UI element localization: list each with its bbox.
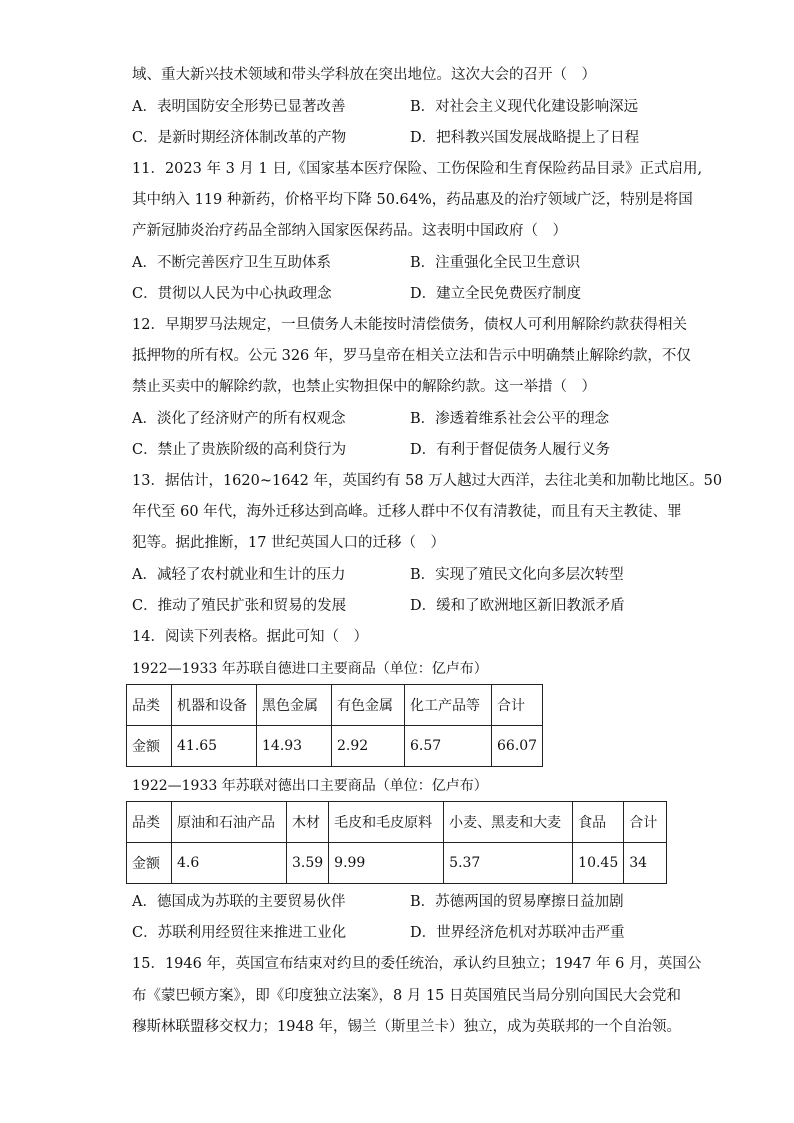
q14-option-a: A．德国成为苏联的主要贸易伙伴	[132, 894, 346, 910]
table-cell: 品类	[127, 802, 172, 843]
table-cell: 10.45	[573, 843, 624, 884]
table-cell: 66.07	[492, 726, 543, 767]
table2-caption: 1922—1933 年苏联对德出口主要商品（单位：亿卢布）	[132, 778, 488, 794]
table-cell: 木材	[287, 802, 329, 843]
table-cell: 9.99	[329, 843, 444, 884]
q11-stem-line-2: 其中纳入 119 种新药，价格平均下降 50.64%，药品惠及的治疗领域广泛，特别是将国	[132, 192, 693, 208]
q10-stem-line: 域、重大新兴技术领域和带头学科放在突出地位。这次大会的召开（ ）	[132, 67, 596, 83]
q11-stem-line-3: 产新冠肺炎治疗药品全部纳入国家医保药品。这表明中国政府（ ）	[132, 223, 567, 239]
table-cell: 品类	[127, 685, 172, 726]
table-cell: 金额	[127, 726, 172, 767]
table-cell: 5.37	[444, 843, 573, 884]
q11-stem-line-1: 11．2023 年 3 月 1 日,《国家基本医疗保险、工伤保险和生育保险药品目录》正式启用,	[132, 161, 703, 177]
table-row	[127, 843, 667, 884]
q13-option-d: D．缓和了欧洲地区新旧教派矛盾	[410, 598, 625, 614]
q14-option-b: B．苏德两国的贸易摩擦日益加剧	[410, 894, 624, 910]
table-cell: 合计	[624, 802, 667, 843]
import-table	[126, 684, 543, 767]
export-table	[126, 801, 667, 884]
table-cell: 合计	[492, 685, 543, 726]
q10-option-b: B．对社会主义现代化建设影响深远	[410, 99, 639, 115]
q12-option-b: B．渗透着维系社会公平的理念	[410, 411, 610, 427]
q11-option-a: A．不断完善医疗卫生互助体系	[132, 255, 331, 271]
q10-option-a: A．表明国防安全形势已显著改善	[132, 99, 346, 115]
q13-stem-line-1: 13．据估计，1620~1642 年，英国约有 58 万人越过大西洋，去往北美和加勒比地区。50	[132, 473, 723, 489]
table-cell: 小麦、黑麦和大麦	[444, 802, 573, 843]
q15-stem-line-3: 穆斯林联盟移交权力；1948 年，锡兰（斯里兰卡）独立，成为英联邦的一个自治领。	[132, 1019, 682, 1035]
q13-option-c: C．推动了殖民扩张和贸易的发展	[132, 598, 347, 614]
table-cell: 14.93	[257, 726, 332, 767]
q15-stem-line-2: 布《蒙巴顿方案》，即《印度独立法案》，8 月 15 日英国殖民当局分别向国民大会党和	[132, 988, 682, 1004]
table-cell: 金额	[127, 843, 172, 884]
q13-stem-line-3: 犯等。据此推断，17 世纪英国人口的迁移（ ）	[132, 535, 446, 551]
q12-stem-line-1: 12．早期罗马法规定，一旦债务人未能按时清偿债务，债权人可利用解除约款获得相关	[132, 317, 687, 333]
q12-stem-line-3: 禁止买卖中的解除约款，也禁止实物担保中的解除约款。这一举措（ ）	[132, 379, 596, 395]
q10-option-d: D．把科教兴国发展战略提上了日程	[410, 130, 640, 146]
q11-option-b: B．注重强化全民卫生意识	[410, 255, 581, 271]
table-cell: 34	[624, 843, 667, 884]
table-cell: 6.57	[405, 726, 492, 767]
q12-stem-line-2: 抵押物的所有权。公元 326 年，罗马皇帝在相关立法和告示中明确禁止解除约款，不仅	[132, 348, 691, 364]
q12-option-a: A．淡化了经济财产的所有权观念	[132, 411, 346, 427]
table-cell: 41.65	[172, 726, 257, 767]
table-header-row	[127, 685, 543, 726]
q13-option-b: B．实现了殖民文化向多层次转型	[410, 567, 624, 583]
q14-stem: 14．阅读下列表格。据此可知（ ）	[132, 629, 368, 645]
table-cell: 黑色金属	[257, 685, 332, 726]
table-cell: 机器和设备	[172, 685, 257, 726]
table-cell: 有色金属	[332, 685, 405, 726]
table-cell: 4.6	[172, 843, 287, 884]
q13-stem-line-2: 年代至 60 年代，海外迁移达到高峰。迁移人群中不仅有清教徒，而且有天主教徒、罪	[132, 504, 682, 520]
q11-option-d: D．建立全民免费医疗制度	[410, 286, 582, 302]
q14-option-d: D．世界经济危机对苏联冲击严重	[410, 925, 625, 941]
table-cell: 毛皮和毛皮原料	[329, 802, 444, 843]
table-cell: 原油和石油产品	[172, 802, 287, 843]
q14-option-c: C．苏联利用经贸往来推进工业化	[132, 925, 347, 941]
table-row	[127, 726, 543, 767]
table-cell: 3.59	[287, 843, 329, 884]
q13-option-a: A．减轻了农村就业和生计的压力	[132, 567, 346, 583]
table-cell: 2.92	[332, 726, 405, 767]
q12-option-d: D．有利于督促债务人履行义务	[410, 442, 611, 458]
table1-caption: 1922—1933 年苏联自德进口主要商品（单位：亿卢布）	[132, 661, 488, 677]
q11-option-c: C．贯彻以人民为中心执政理念	[132, 286, 332, 302]
q10-option-c: C．是新时期经济体制改革的产物	[132, 130, 347, 146]
table-cell: 化工产品等	[405, 685, 492, 726]
table-header-row	[127, 802, 667, 843]
q12-option-c: C．禁止了贵族阶级的高利贷行为	[132, 442, 347, 458]
q15-stem-line-1: 15．1946 年，英国宣布结束对约旦的委任统治，承认约旦独立；1947 年 6 月，英国公	[132, 956, 702, 972]
table-cell: 食品	[573, 802, 624, 843]
